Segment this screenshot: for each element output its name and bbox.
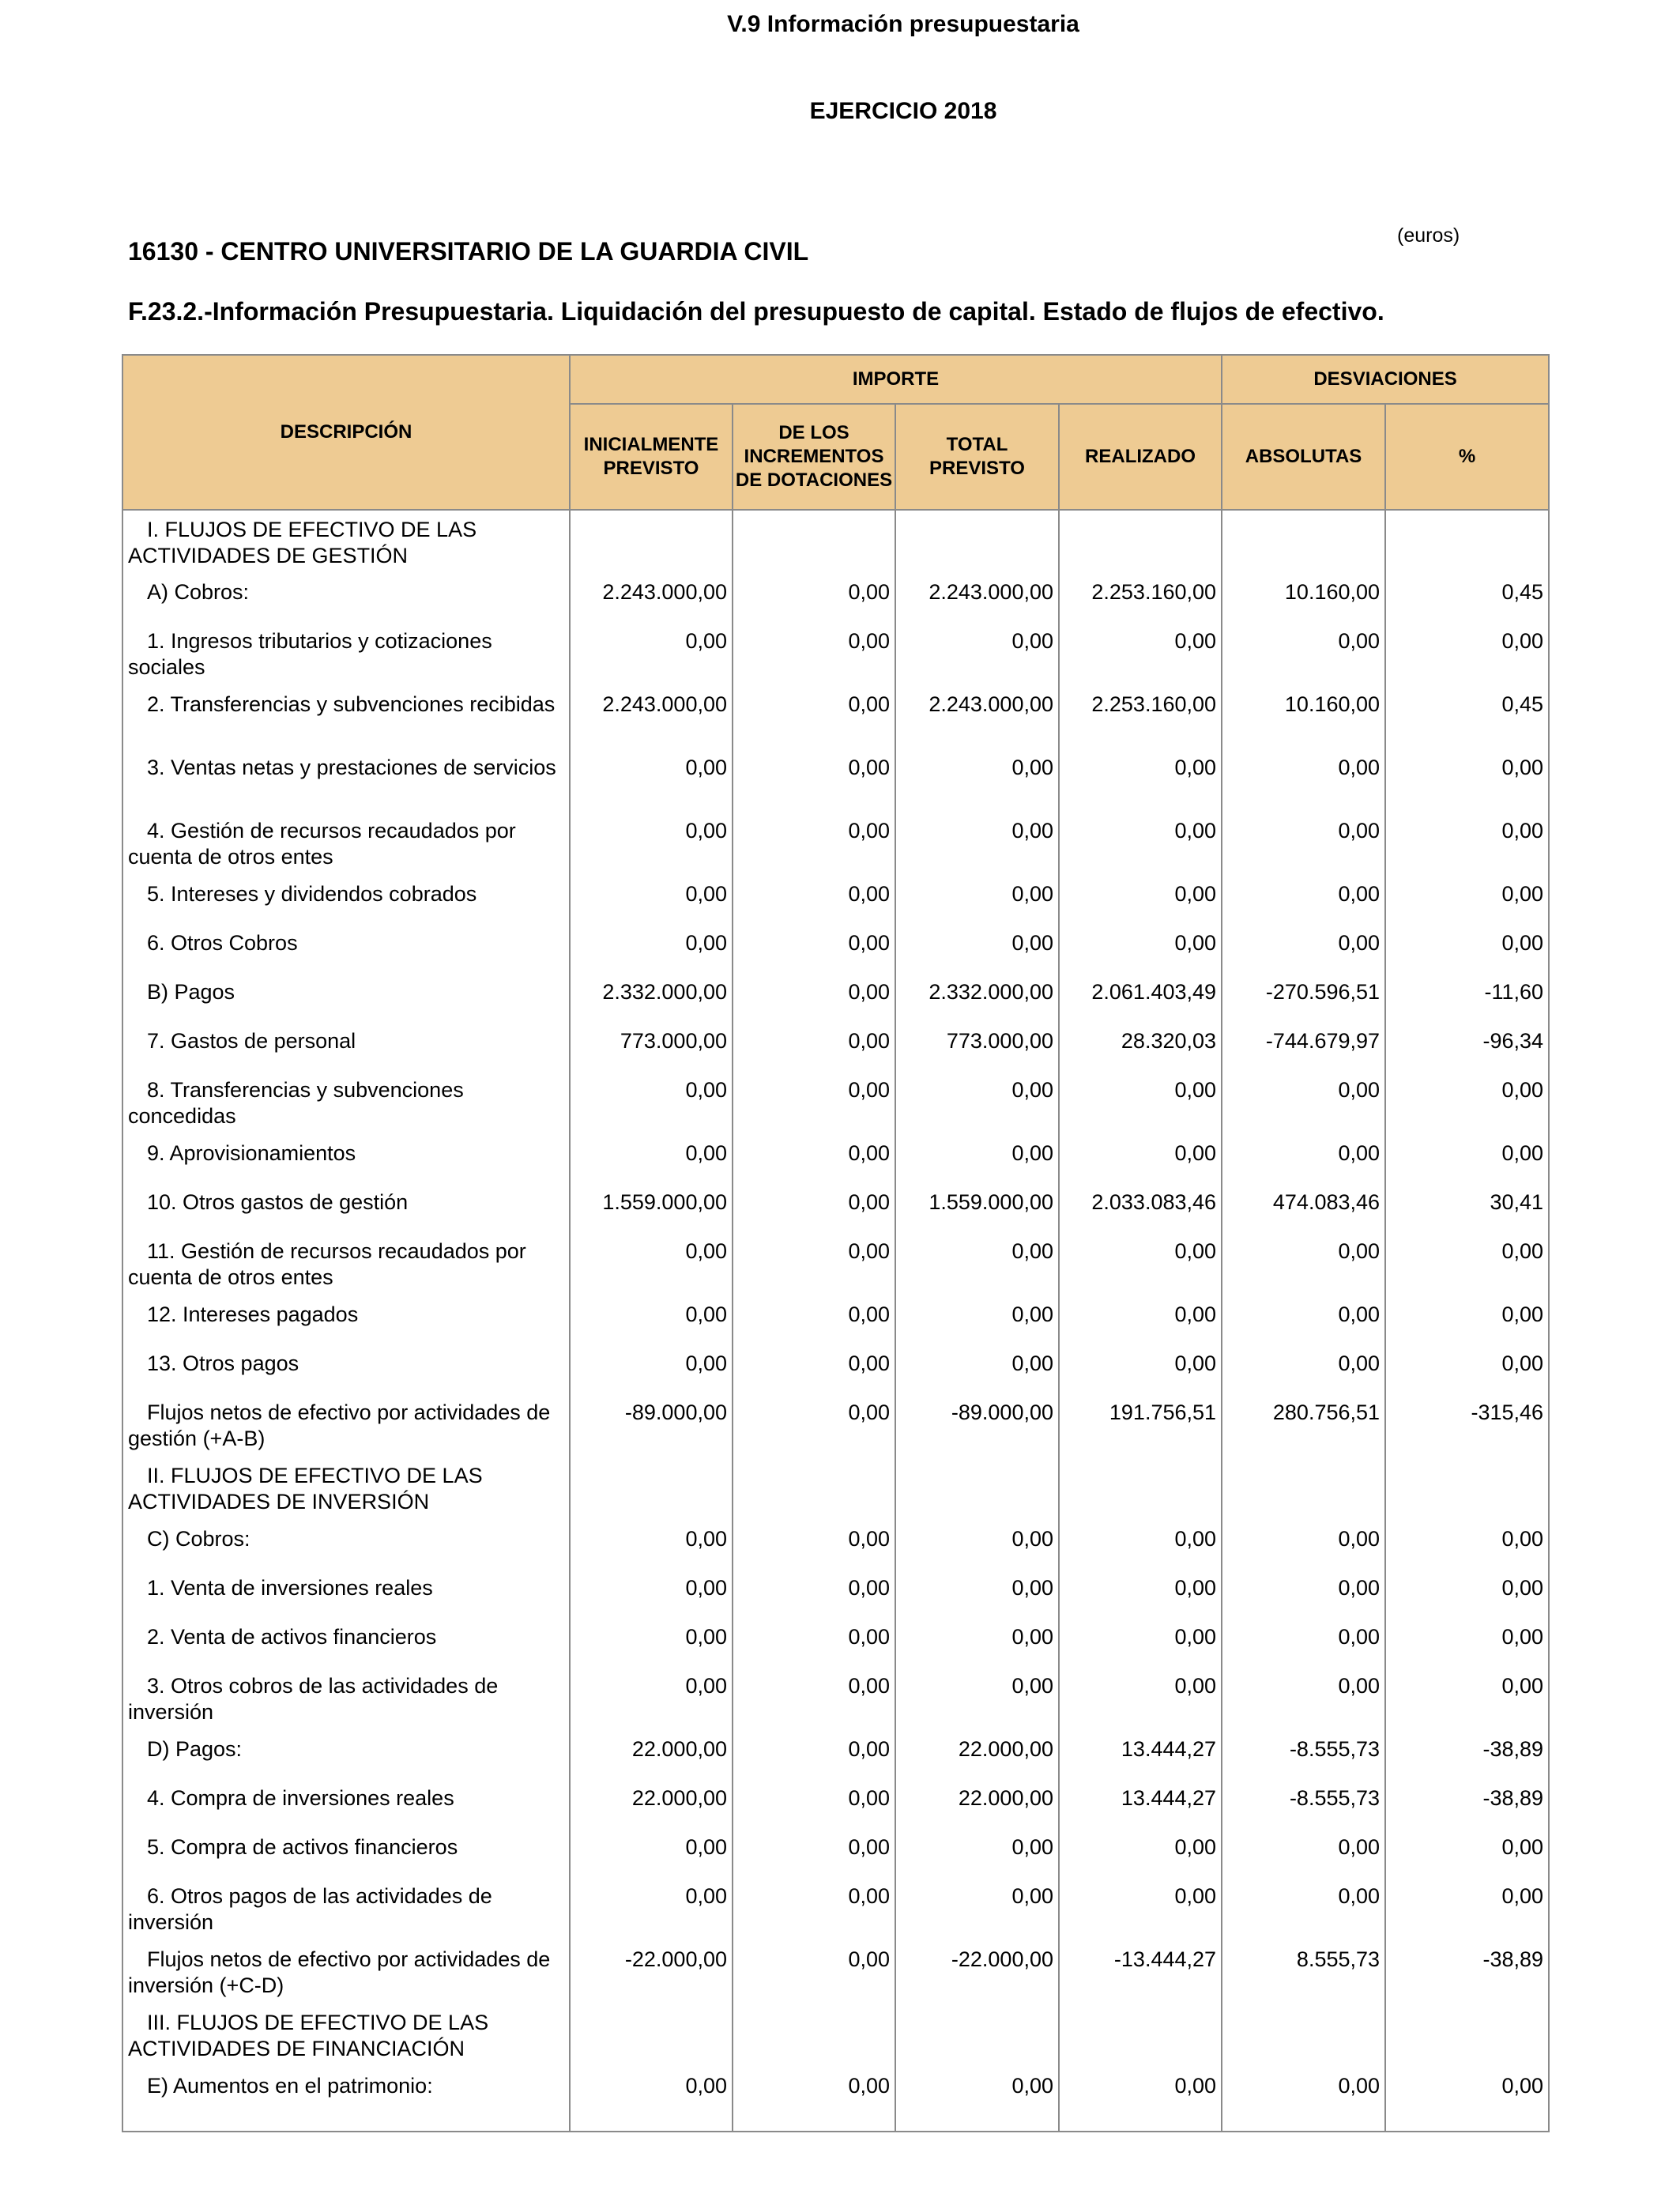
cell-value: -744.679,97 [1222,1022,1385,1071]
table-row [122,1134,1549,1183]
cell-value: 0,00 [1385,622,1549,685]
cell-value: 0,00 [733,748,895,812]
cell-value: 22.000,00 [570,1779,733,1828]
cell-value: 0,00 [1385,1344,1549,1393]
cell-value: 0,00 [1385,2067,1549,2132]
row-description: 3. Otros cobros de las actividades de inversión [122,1667,570,1730]
cell-value: 0,00 [1059,924,1222,973]
cell-value: 0,00 [1059,1618,1222,1667]
cell-value: 0,00 [1222,924,1385,973]
cell-value: 0,00 [1222,748,1385,812]
cell-value: 0,00 [733,1940,895,2004]
cell-value: 0,00 [570,875,733,924]
cell-value: 13.444,27 [1059,1779,1222,1828]
cell-value: 0,00 [1059,748,1222,812]
cell-value: 0,00 [733,2067,895,2132]
cell-value: 0,00 [570,748,733,812]
table-row [122,1940,1549,2004]
cell-value: 0,00 [1385,1618,1549,1667]
table-row [122,2004,1549,2067]
row-description: 11. Gestión de recursos recaudados por cuenta de otros entes [122,1232,570,1295]
row-description: 1. Venta de inversiones reales [122,1569,570,1618]
table-row [122,1520,1549,1569]
table-row [122,924,1549,973]
cell-value: -22.000,00 [570,1940,733,2004]
cell-value: 0,00 [1385,1520,1549,1569]
cell-value: 10.160,00 [1222,685,1385,748]
cell-value [1222,1457,1385,1520]
cell-value: 0,00 [570,1877,733,1940]
cell-value: 0,00 [895,1344,1059,1393]
report-section-title: V.9 Información presupuestaria [727,11,1079,37]
cell-value: 2.243.000,00 [895,685,1059,748]
cell-value: 0,00 [1222,1520,1385,1569]
row-description: III. FLUJOS DE EFECTIVO DE LAS ACTIVIDADES DE FINANCIACIÓN [122,2004,570,2067]
header-incrementos-dotaciones: DE LOS INCREMENTOS DE DOTACIONES [733,404,895,510]
table-row [122,748,1549,812]
cell-value: 0,00 [570,1520,733,1569]
cell-value: 0,00 [895,1071,1059,1134]
cell-value: 28.320,03 [1059,1022,1222,1071]
cell-value [1222,510,1385,573]
cell-value: 0,00 [1385,812,1549,875]
cell-value: 2.033.083,46 [1059,1183,1222,1232]
row-description: 8. Transferencias y subvenciones concedidas [122,1071,570,1134]
cell-value: 0,00 [570,1667,733,1730]
cell-value: 0,00 [733,1232,895,1295]
cell-value: 0,00 [895,622,1059,685]
cell-value [570,510,733,573]
cell-value: 0,00 [895,1232,1059,1295]
cell-value: 0,00 [1222,875,1385,924]
cell-value: 0,00 [895,1618,1059,1667]
cell-value: -8.555,73 [1222,1779,1385,1828]
cell-value [1385,510,1549,573]
cell-value: 0,00 [733,685,895,748]
cell-value: 2.332.000,00 [570,973,733,1022]
table-row [122,622,1549,685]
cell-value [1222,2004,1385,2067]
cell-value: -315,46 [1385,1393,1549,1457]
cell-value: 0,00 [1385,1232,1549,1295]
row-description: 13. Otros pagos [122,1344,570,1393]
cell-value: 22.000,00 [895,1730,1059,1779]
row-description: E) Aumentos en el patrimonio: [122,2067,570,2132]
cell-value: 0,00 [733,1569,895,1618]
cell-value: -96,34 [1385,1022,1549,1071]
cell-value: 30,41 [1385,1183,1549,1232]
cell-value: 22.000,00 [895,1779,1059,1828]
cell-value: 0,00 [733,1071,895,1134]
cell-value [1385,1457,1549,1520]
cell-value: 0,00 [1222,1618,1385,1667]
table-body [122,510,1549,2132]
cell-value: 280.756,51 [1222,1393,1385,1457]
cell-value: 2.243.000,00 [570,685,733,748]
cell-value: 0,00 [1059,622,1222,685]
cash-flow-table [122,354,1550,2132]
cell-value: 0,00 [1059,812,1222,875]
cell-value [895,1457,1059,1520]
header-porcentaje: % [1385,404,1549,510]
table-row [122,1295,1549,1344]
row-description: A) Cobros: [122,573,570,622]
table-row [122,1569,1549,1618]
cell-value: 0,00 [1385,1134,1549,1183]
table-row [122,1457,1549,1520]
cell-value: 22.000,00 [570,1730,733,1779]
cell-value: 0,00 [895,1667,1059,1730]
cell-value [1059,510,1222,573]
cell-value: 0,00 [570,1344,733,1393]
row-description: D) Pagos: [122,1730,570,1779]
cell-value: 0,00 [733,1667,895,1730]
table-row [122,1071,1549,1134]
cell-value: 0,00 [570,1134,733,1183]
table-row [122,1667,1549,1730]
cell-value [570,1457,733,1520]
cell-value: 0,00 [733,1295,895,1344]
row-description: 6. Otros Cobros [122,924,570,973]
row-description: 10. Otros gastos de gestión [122,1183,570,1232]
cell-value: 0,00 [1059,1295,1222,1344]
header-importe: IMPORTE [570,355,1222,404]
cell-value: 0,00 [733,875,895,924]
cell-value: 2.061.403,49 [1059,973,1222,1022]
cell-value: 0,00 [1059,1134,1222,1183]
cell-value: 0,00 [1059,1071,1222,1134]
cell-value: -11,60 [1385,973,1549,1022]
cell-value: 0,00 [1222,622,1385,685]
cell-value: 0,00 [895,1828,1059,1877]
cell-value: 0,00 [1222,1134,1385,1183]
table-row [122,1393,1549,1457]
cell-value: 0,00 [895,1569,1059,1618]
cell-value: 0,00 [733,1183,895,1232]
table-row [122,973,1549,1022]
cell-value: 0,00 [895,1134,1059,1183]
cell-value: 0,00 [733,1022,895,1071]
cell-value: 0,00 [1385,875,1549,924]
cell-value: 0,00 [1222,1667,1385,1730]
table-row [122,685,1549,748]
header-total-previsto: TOTAL PREVISTO [895,404,1059,510]
row-description: 9. Aprovisionamientos [122,1134,570,1183]
cell-value: 0,00 [570,1569,733,1618]
row-description: 5. Compra de activos financieros [122,1828,570,1877]
cell-value: -89.000,00 [895,1393,1059,1457]
cell-value: 0,00 [1222,1828,1385,1877]
statement-title: F.23.2.-Información Presupuestaria. Liquidación del presupuesto de capital. Estado de flujos de efectivo. [128,297,1384,326]
cell-value: 0,00 [1222,1232,1385,1295]
row-description: 5. Intereses y dividendos cobrados [122,875,570,924]
table-row [122,812,1549,875]
units-label: (euros) [1397,224,1460,247]
cell-value: 474.083,46 [1222,1183,1385,1232]
entity-title: 16130 - CENTRO UNIVERSITARIO DE LA GUARDIA CIVIL [128,237,809,266]
cell-value: 0,00 [895,1877,1059,1940]
table-row [122,1779,1549,1828]
cell-value: 0,00 [733,622,895,685]
cell-value: -89.000,00 [570,1393,733,1457]
table-row [122,1344,1549,1393]
cell-value: 0,00 [733,573,895,622]
cell-value: 0,00 [733,812,895,875]
header-realizado: REALIZADO [1059,404,1222,510]
cell-value: 2.243.000,00 [895,573,1059,622]
cell-value: 2.253.160,00 [1059,573,1222,622]
cell-value: 0,00 [733,1393,895,1457]
cell-value: 0,00 [1059,1828,1222,1877]
cell-value: 0,00 [733,1344,895,1393]
cell-value: 0,00 [1385,1071,1549,1134]
row-description: 1. Ingresos tributarios y cotizaciones sociales [122,622,570,685]
cell-value: 0,00 [733,1618,895,1667]
row-description: 2. Venta de activos financieros [122,1618,570,1667]
cell-value: 0,00 [733,1779,895,1828]
cell-value: 0,00 [733,1877,895,1940]
cell-value [570,2004,733,2067]
row-description: 6. Otros pagos de las actividades de inversión [122,1877,570,1940]
cell-value: 0,00 [895,875,1059,924]
header-inicialmente-previsto: INICIALMENTE PREVISTO [570,404,733,510]
header-descripcion: DESCRIPCIÓN [122,355,570,510]
row-description: 2. Transferencias y subvenciones recibidas [122,685,570,748]
cell-value: 0,00 [1059,1232,1222,1295]
cell-value: 0,00 [570,1232,733,1295]
cell-value: 0,00 [1385,924,1549,973]
row-description: 12. Intereses pagados [122,1295,570,1344]
cell-value: -13.444,27 [1059,1940,1222,2004]
header-absolutas: ABSOLUTAS [1222,404,1385,510]
header-desviaciones: DESVIACIONES [1222,355,1549,404]
cell-value: 8.555,73 [1222,1940,1385,2004]
cell-value: 0,00 [733,1520,895,1569]
table-row [122,1022,1549,1071]
cell-value: 0,00 [733,1134,895,1183]
cell-value: 0,00 [1059,1877,1222,1940]
cell-value: 0,00 [1385,1828,1549,1877]
cell-value: -38,89 [1385,1940,1549,2004]
cell-value: 0,00 [570,812,733,875]
table-row [122,573,1549,622]
cell-value: 773.000,00 [570,1022,733,1071]
table-row [122,875,1549,924]
cell-value [733,2004,895,2067]
table-row [122,1877,1549,1940]
cell-value: 0,00 [1385,1569,1549,1618]
fiscal-year-title: EJERCICIO 2018 [809,98,997,124]
cell-value: 0,00 [895,2067,1059,2132]
cell-value [1385,2004,1549,2067]
table-row [122,1232,1549,1295]
cell-value: 0,00 [1222,1569,1385,1618]
cell-value: 0,00 [1385,748,1549,812]
cell-value [1059,2004,1222,2067]
cell-value: 0,00 [733,973,895,1022]
row-description: Flujos netos de efectivo por actividades de gestión (+A-B) [122,1393,570,1457]
cell-value [895,2004,1059,2067]
cell-value: 0,00 [895,924,1059,973]
cell-value: -38,89 [1385,1779,1549,1828]
cell-value: 773.000,00 [895,1022,1059,1071]
cell-value: 0,00 [1059,1667,1222,1730]
cell-value: 0,00 [570,1828,733,1877]
cell-value: 0,45 [1385,573,1549,622]
cell-value: 2.253.160,00 [1059,685,1222,748]
cell-value: 0,00 [895,812,1059,875]
cell-value: 0,00 [895,1295,1059,1344]
cell-value: -22.000,00 [895,1940,1059,2004]
cell-value: 0,00 [1059,2067,1222,2132]
cell-value [1059,1457,1222,1520]
cell-value: 0,00 [1222,2067,1385,2132]
row-description: II. FLUJOS DE EFECTIVO DE LAS ACTIVIDADES DE INVERSIÓN [122,1457,570,1520]
cell-value: 0,00 [1385,1295,1549,1344]
cell-value: 0,00 [733,924,895,973]
row-description: 4. Gestión de recursos recaudados por cuenta de otros entes [122,812,570,875]
cell-value: 0,00 [1222,812,1385,875]
cell-value: 1.559.000,00 [570,1183,733,1232]
table-group-header-row [122,355,1549,404]
cell-value: 0,00 [895,1520,1059,1569]
cell-value [895,510,1059,573]
cell-value: 0,00 [1222,1877,1385,1940]
cell-value: 0,00 [570,2067,733,2132]
cell-value: 0,00 [733,1828,895,1877]
row-description: 7. Gastos de personal [122,1022,570,1071]
table-row [122,1618,1549,1667]
cell-value: 10.160,00 [1222,573,1385,622]
table-row [122,2067,1549,2132]
cell-value [733,510,895,573]
row-description: I. FLUJOS DE EFECTIVO DE LAS ACTIVIDADES DE GESTIÓN [122,510,570,573]
cell-value: -270.596,51 [1222,973,1385,1022]
cell-value: 1.559.000,00 [895,1183,1059,1232]
cell-value: 0,00 [1059,875,1222,924]
cell-value: -8.555,73 [1222,1730,1385,1779]
table-row [122,1828,1549,1877]
cell-value: 0,00 [570,924,733,973]
cell-value: 0,00 [570,1071,733,1134]
table-row [122,1730,1549,1779]
cell-value: 0,00 [1222,1071,1385,1134]
cell-value: 0,00 [570,622,733,685]
table-row [122,1183,1549,1232]
row-description: 4. Compra de inversiones reales [122,1779,570,1828]
cell-value: 0,00 [1222,1295,1385,1344]
row-description: Flujos netos de efectivo por actividades de inversión (+C-D) [122,1940,570,2004]
cell-value: 0,00 [1059,1520,1222,1569]
table-row [122,510,1549,573]
cell-value: 2.243.000,00 [570,573,733,622]
row-description: C) Cobros: [122,1520,570,1569]
cell-value: 191.756,51 [1059,1393,1222,1457]
cell-value: 0,00 [570,1295,733,1344]
row-description: 3. Ventas netas y prestaciones de servicios [122,748,570,812]
cell-value: 0,00 [1222,1344,1385,1393]
cell-value: 0,00 [1385,1667,1549,1730]
cell-value: 0,00 [1385,1877,1549,1940]
cell-value: 13.444,27 [1059,1730,1222,1779]
cell-value: 0,00 [733,1730,895,1779]
cell-value: 0,00 [1059,1344,1222,1393]
cell-value: 0,45 [1385,685,1549,748]
cell-value: 0,00 [895,748,1059,812]
cell-value: 0,00 [570,1618,733,1667]
cell-value: 0,00 [1059,1569,1222,1618]
row-description: B) Pagos [122,973,570,1022]
cell-value: 2.332.000,00 [895,973,1059,1022]
cell-value: -38,89 [1385,1730,1549,1779]
cell-value [733,1457,895,1520]
